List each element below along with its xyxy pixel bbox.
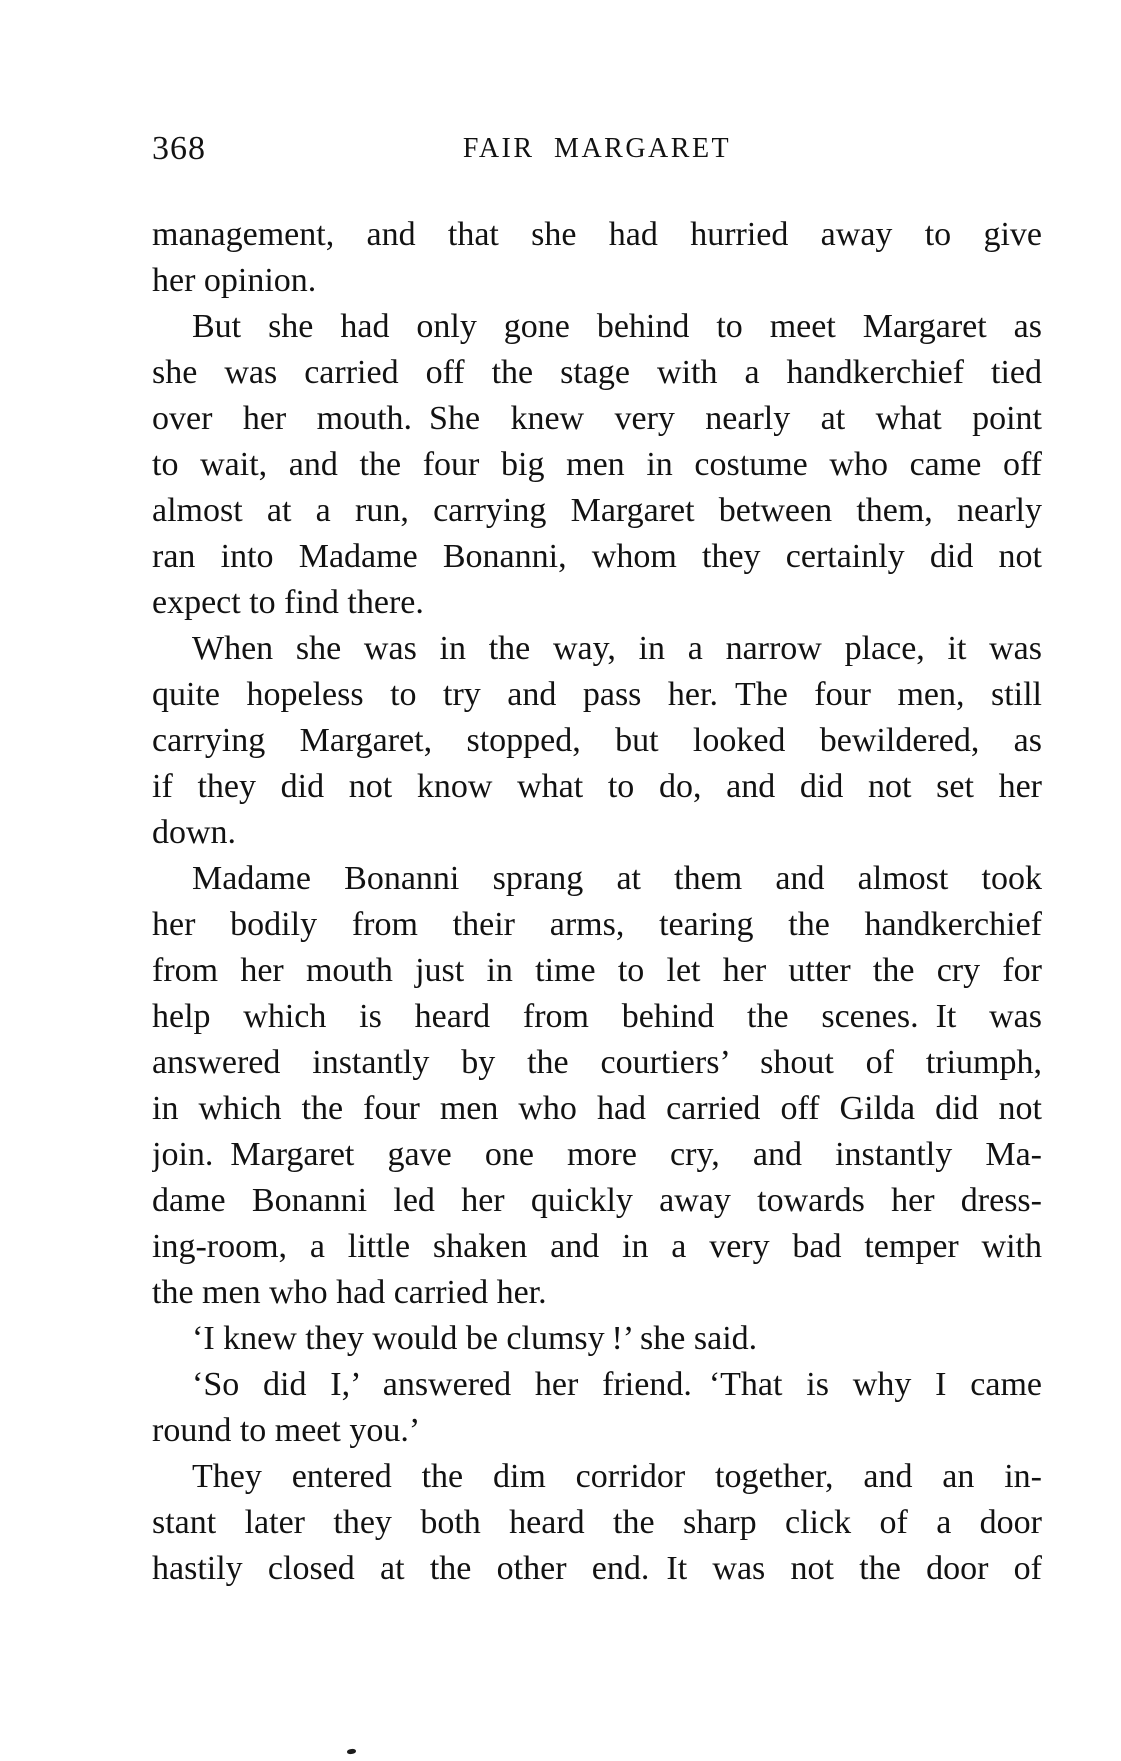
text-line: almost at a run, carrying Margaret between them, nearly [152,492,1042,529]
text-line: Madame Bonanni sprang at them and almost took [192,860,1042,897]
text-line: carrying Margaret, stopped, but looked bewildered, as [152,722,1042,759]
text-line: ‘So did I,’ answered her friend. ‘That is why I came [192,1366,1042,1403]
page-text [152,212,1042,1592]
running-header [152,126,1042,172]
text-line: help which is heard from behind the scenes. It was [152,998,1042,1035]
text-line: They entered the dim corridor together, and an in- [192,1458,1042,1495]
text-line: her bodily from their arms, tearing the handkerchief [152,906,1042,943]
page-number: 368 [152,130,206,167]
text-line: dame Bonanni led her quickly away towards her dress- [152,1182,1042,1219]
text-line: ‘I knew they would be clumsy !’ she said. [192,1320,758,1357]
text-line: ran into Madame Bonanni, whom they certainly did not [152,538,1042,575]
text-line: management, and that she had hurried away to give [152,216,1042,253]
running-title: FAIR MARGARET [462,133,732,164]
text-line: quite hopeless to try and pass her. The four men, still [152,676,1042,713]
text-line: expect to find there. [152,584,424,621]
text-line: answered instantly by the courtiers’ shout of triumph, [152,1044,1042,1081]
text-line: hastily closed at the other end. It was not the door of [152,1550,1042,1587]
text-line: the men who had carried her. [152,1274,547,1311]
text-line: When she was in the way, in a narrow place, it was [192,630,1042,667]
text-line: stant later they both heard the sharp click of a door [152,1504,1042,1541]
text-line: in which the four men who had carried off Gilda did not [152,1090,1042,1127]
text-line: if they did not know what to do, and did not set her [152,768,1042,805]
text-line: over her mouth. She knew very nearly at what point [152,400,1042,437]
ink-speck [347,1748,357,1754]
text-line: round to meet you.’ [152,1412,421,1449]
text-line: join. Margaret gave one more cry, and instantly Ma- [152,1136,1042,1173]
text-line: her opinion. [152,262,317,299]
text-line: down. [152,814,237,851]
text-line: from her mouth just in time to let her utter the cry for [152,952,1042,989]
text-line: ing-room, a little shaken and in a very bad temper with [152,1228,1042,1265]
text-line: to wait, and the four big men in costume who came off [152,446,1042,483]
text-line: But she had only gone behind to meet Margaret as [192,308,1042,345]
text-line: she was carried off the stage with a handkerchief tied [152,354,1042,391]
